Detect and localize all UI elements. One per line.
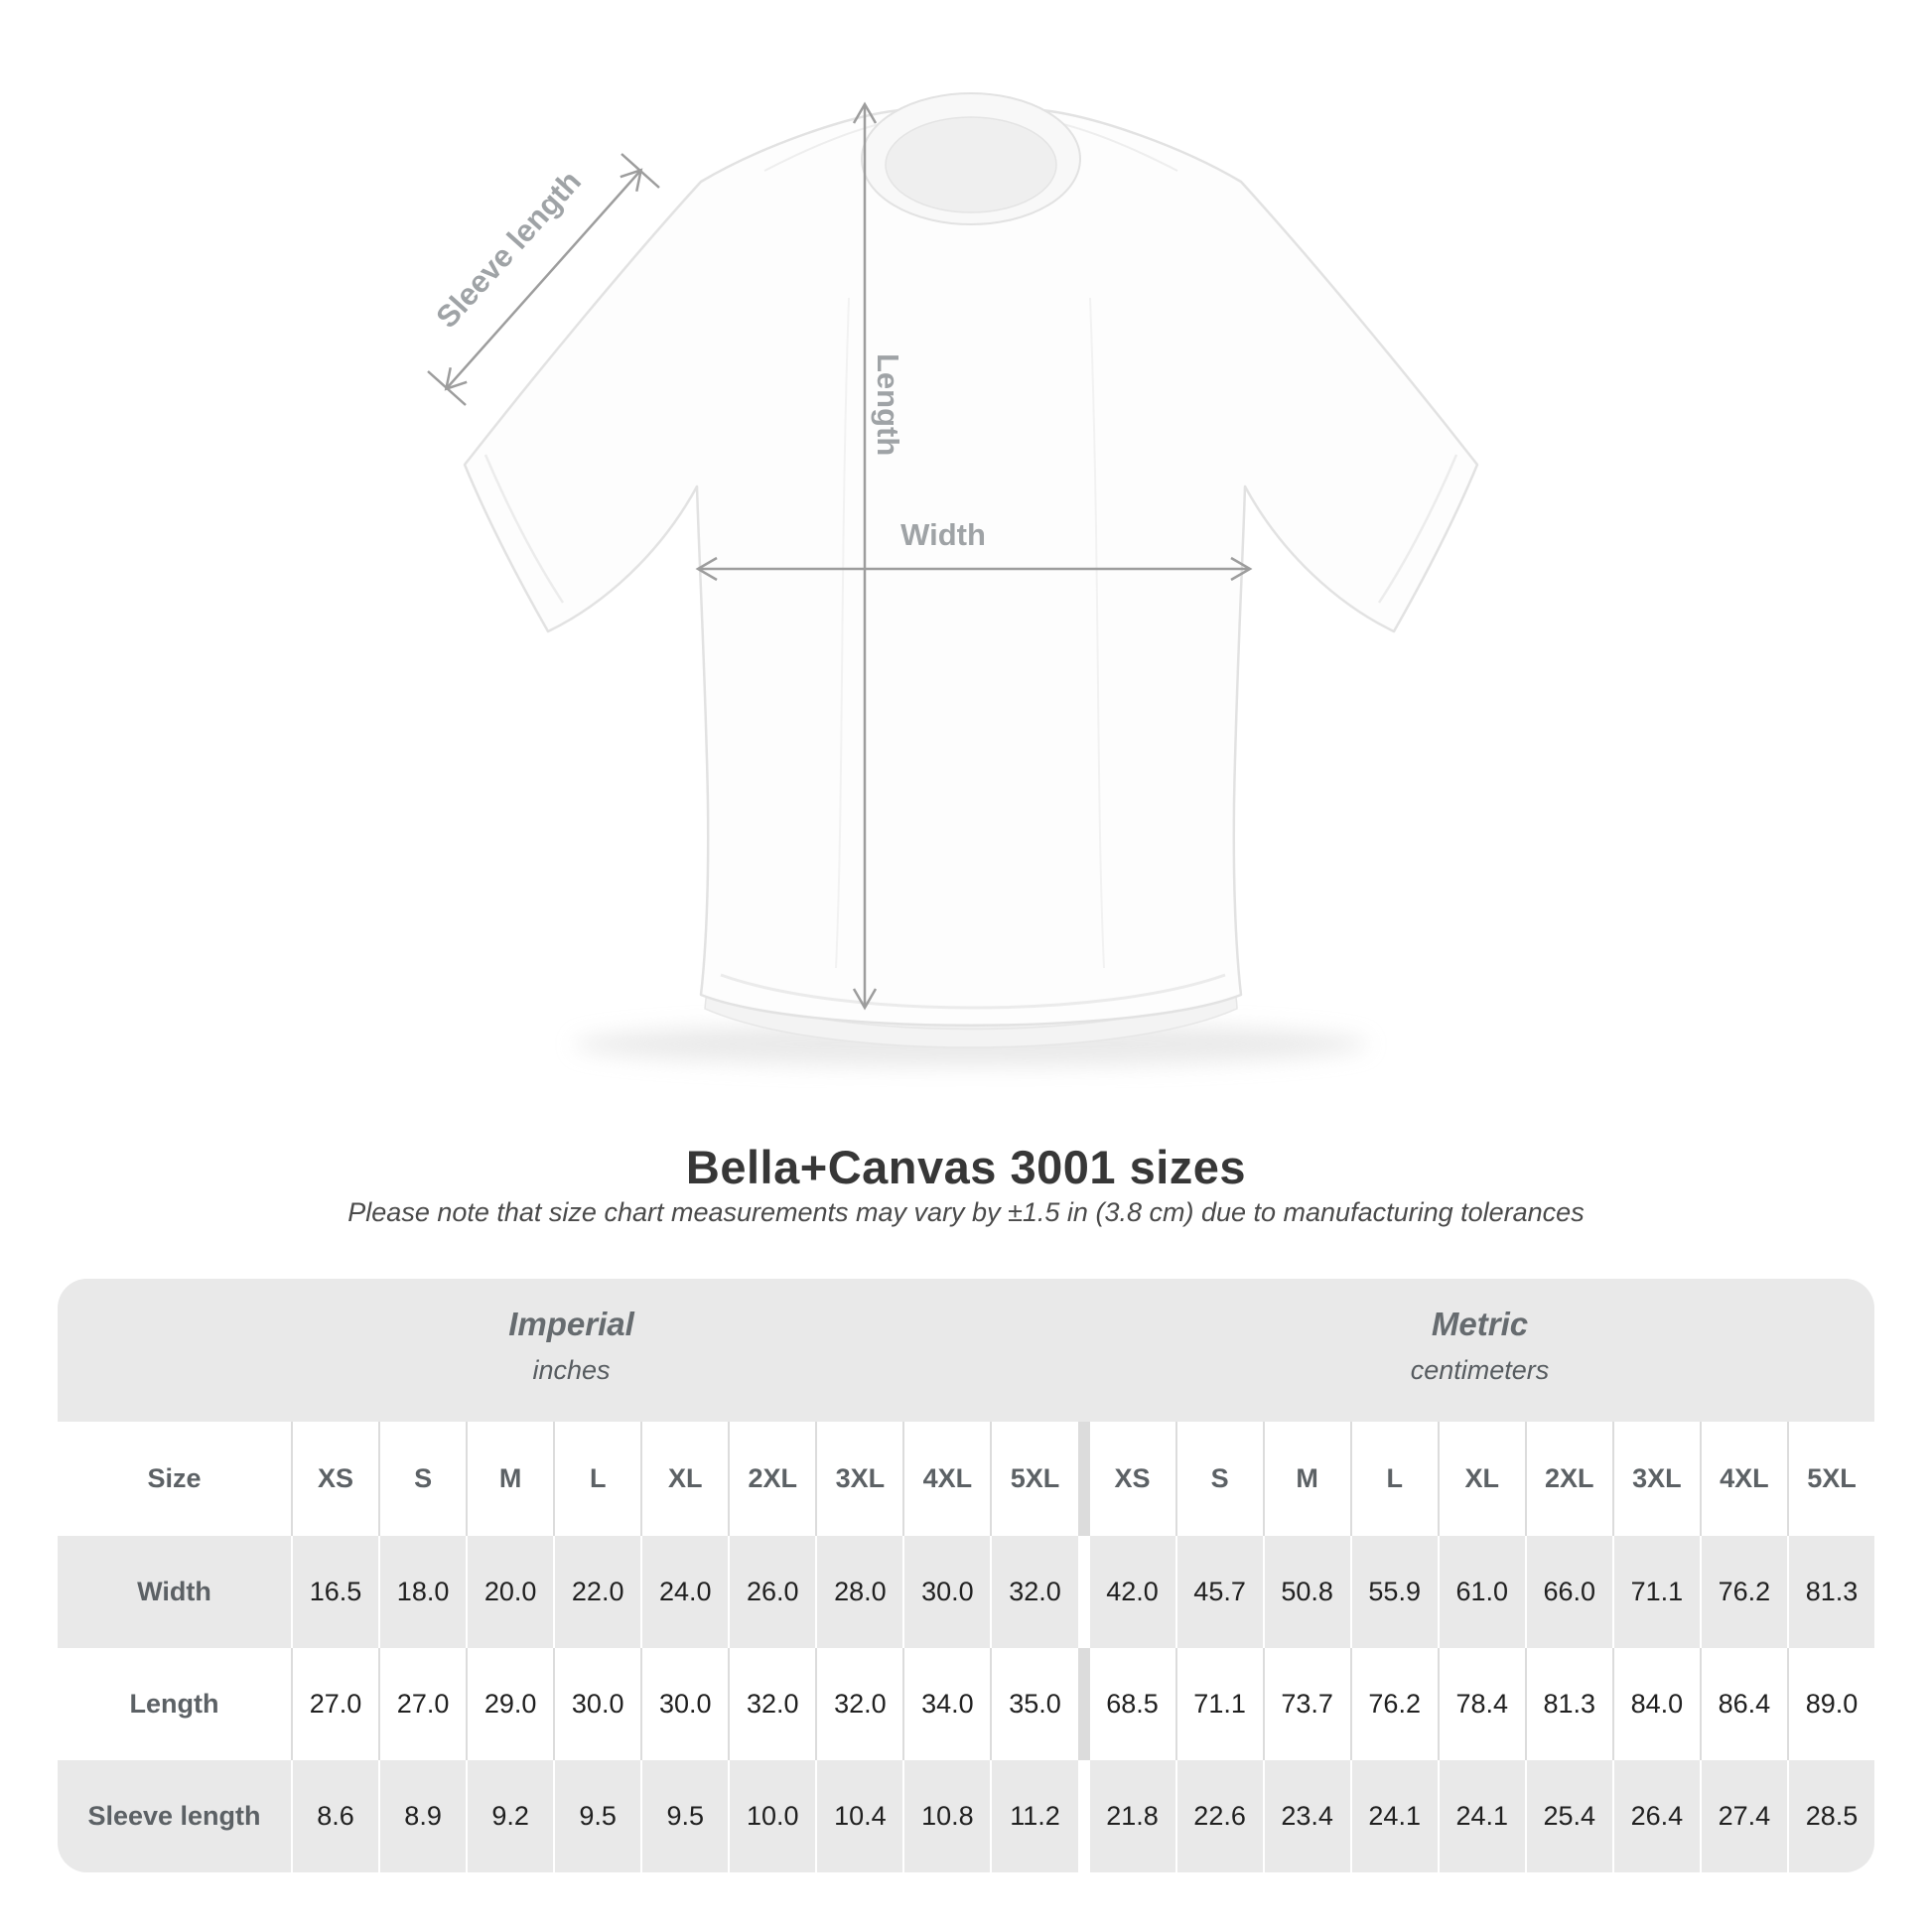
sleeve-imperial-m: 9.2 (468, 1760, 553, 1872)
length-imperial-s: 27.0 (380, 1648, 466, 1760)
width-imperial-2xl: 26.0 (730, 1536, 815, 1648)
length-metric-4xl: 86.4 (1702, 1648, 1787, 1760)
sleeve-metric-xs: 21.8 (1090, 1760, 1175, 1872)
imperial-title: Imperial (508, 1305, 634, 1342)
size-header-metric-4xl: 4XL (1702, 1422, 1787, 1536)
sleeve-metric-5xl: 28.5 (1789, 1760, 1874, 1872)
width-metric-5xl: 81.3 (1789, 1536, 1874, 1648)
size-corner-label: Size (58, 1422, 291, 1536)
size-header-imperial-2xl: 2XL (730, 1422, 815, 1536)
size-header-metric-l: L (1352, 1422, 1438, 1536)
length-row (58, 1648, 1874, 1760)
unit-group-divider (1080, 1760, 1088, 1872)
sleeve-metric-4xl: 27.4 (1702, 1760, 1787, 1872)
width-metric-m: 50.8 (1265, 1536, 1350, 1648)
imperial-group-header (58, 1306, 1085, 1396)
tshirt-collar-opening (886, 117, 1056, 212)
sleeve-length-label: Sleeve length (429, 164, 589, 335)
width-metric-l: 55.9 (1352, 1536, 1438, 1648)
sleeve-imperial-xs: 8.6 (293, 1760, 378, 1872)
size-header-imperial-m: M (468, 1422, 553, 1536)
row-label-sleeve-length: Sleeve length (58, 1760, 291, 1872)
width-imperial-m: 20.0 (468, 1536, 553, 1648)
size-header-row (58, 1422, 1874, 1536)
length-imperial-m: 29.0 (468, 1648, 553, 1760)
length-metric-xl: 78.4 (1440, 1648, 1525, 1760)
unit-header-row (58, 1279, 1874, 1422)
length-metric-2xl: 81.3 (1527, 1648, 1612, 1760)
imperial-unit: inches (532, 1354, 611, 1385)
width-row (58, 1536, 1874, 1648)
tshirt-body (465, 106, 1477, 1026)
sleeve-imperial-s: 8.9 (380, 1760, 466, 1872)
sleeve-length-arrow-tick (428, 371, 466, 405)
size-header-imperial-xl: XL (642, 1422, 728, 1536)
size-header-metric-3xl: 3XL (1614, 1422, 1700, 1536)
width-imperial-3xl: 28.0 (817, 1536, 902, 1648)
width-metric-2xl: 66.0 (1527, 1536, 1612, 1648)
width-imperial-xs: 16.5 (293, 1536, 378, 1648)
length-imperial-4xl: 34.0 (904, 1648, 990, 1760)
sleeve-imperial-xl: 9.5 (642, 1760, 728, 1872)
length-metric-5xl: 89.0 (1789, 1648, 1874, 1760)
page-title: Bella+Canvas 3001 sizes (685, 1141, 1247, 1193)
width-metric-4xl: 76.2 (1702, 1536, 1787, 1648)
length-imperial-l: 30.0 (555, 1648, 640, 1760)
length-metric-xs: 68.5 (1090, 1648, 1175, 1760)
size-header-imperial-3xl: 3XL (817, 1422, 902, 1536)
width-imperial-5xl: 32.0 (992, 1536, 1077, 1648)
row-label-width: Width (58, 1536, 291, 1648)
size-chart-table (58, 1279, 1874, 1872)
length-metric-l: 76.2 (1352, 1648, 1438, 1760)
length-imperial-xl: 30.0 (642, 1648, 728, 1760)
length-metric-m: 73.7 (1265, 1648, 1350, 1760)
sleeve-metric-m: 23.4 (1265, 1760, 1350, 1872)
sleeve-imperial-4xl: 10.8 (904, 1760, 990, 1872)
sleeve-metric-2xl: 25.4 (1527, 1760, 1612, 1872)
length-metric-s: 71.1 (1177, 1648, 1263, 1760)
size-header-imperial-4xl: 4XL (904, 1422, 990, 1536)
width-imperial-4xl: 30.0 (904, 1536, 990, 1648)
length-imperial-xs: 27.0 (293, 1648, 378, 1760)
size-header-imperial-l: L (555, 1422, 640, 1536)
sleeve-imperial-2xl: 10.0 (730, 1760, 815, 1872)
width-metric-xs: 42.0 (1090, 1536, 1175, 1648)
row-label-length: Length (58, 1648, 291, 1760)
size-header-imperial-5xl: 5XL (992, 1422, 1077, 1536)
length-imperial-2xl: 32.0 (730, 1648, 815, 1760)
sleeve-length-row (58, 1760, 1874, 1872)
width-imperial-l: 22.0 (555, 1536, 640, 1648)
width-metric-xl: 61.0 (1440, 1536, 1525, 1648)
width-metric-s: 45.7 (1177, 1536, 1263, 1648)
length-metric-3xl: 84.0 (1614, 1648, 1700, 1760)
width-label: Width (900, 517, 986, 552)
sleeve-metric-xl: 24.1 (1440, 1760, 1525, 1872)
size-header-metric-2xl: 2XL (1527, 1422, 1612, 1536)
sleeve-imperial-3xl: 10.4 (817, 1760, 902, 1872)
sleeve-imperial-5xl: 11.2 (992, 1760, 1077, 1872)
length-imperial-5xl: 35.0 (992, 1648, 1077, 1760)
unit-group-divider (1080, 1536, 1088, 1648)
sleeve-metric-l: 24.1 (1352, 1760, 1438, 1872)
tolerance-note: Please note that size chart measurements may vary by ±1.5 in (3.8 cm) due to manufacturing tolerances (347, 1197, 1585, 1227)
metric-unit: centimeters (1410, 1354, 1550, 1385)
size-header-imperial-s: S (380, 1422, 466, 1536)
length-imperial-3xl: 32.0 (817, 1648, 902, 1760)
sleeve-imperial-l: 9.5 (555, 1760, 640, 1872)
sleeve-metric-s: 22.6 (1177, 1760, 1263, 1872)
unit-group-divider (1080, 1422, 1088, 1536)
width-metric-3xl: 71.1 (1614, 1536, 1700, 1648)
size-header-metric-xl: XL (1440, 1422, 1525, 1536)
size-header-metric-s: S (1177, 1422, 1263, 1536)
metric-title: Metric (1431, 1305, 1529, 1342)
size-header-metric-xs: XS (1090, 1422, 1175, 1536)
unit-group-divider (1080, 1648, 1088, 1760)
sleeve-length-arrow-tick (621, 154, 659, 188)
size-header-imperial-xs: XS (293, 1422, 378, 1536)
width-imperial-s: 18.0 (380, 1536, 466, 1648)
width-imperial-xl: 24.0 (642, 1536, 728, 1648)
metric-group-header (1085, 1306, 1874, 1396)
size-header-metric-m: M (1265, 1422, 1350, 1536)
size-header-metric-5xl: 5XL (1789, 1422, 1874, 1536)
length-label: Length (871, 353, 905, 457)
sleeve-metric-3xl: 26.4 (1614, 1760, 1700, 1872)
